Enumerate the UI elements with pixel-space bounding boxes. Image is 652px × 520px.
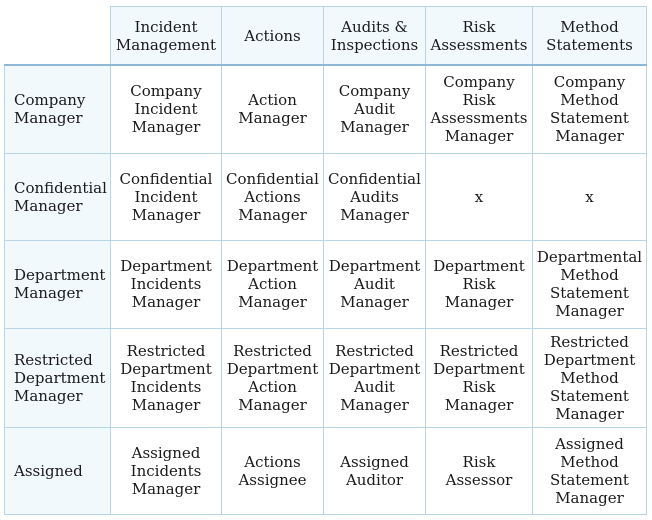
cell-text: Department Action Manager (226, 257, 319, 311)
table-cell (222, 328, 324, 427)
row-header-label: Restricted Department Manager (14, 350, 106, 405)
row-header (5, 328, 111, 427)
row-header (5, 427, 111, 514)
row-header (5, 65, 111, 153)
table-cell (111, 65, 222, 153)
table-cell (324, 328, 426, 427)
cell-text: Department Audit Manager (328, 257, 421, 311)
column-header-label: Actions (244, 26, 301, 45)
cell-text: Company Risk Assessments Manager (430, 73, 528, 146)
cell-text: x (474, 187, 484, 206)
table-row-department-manager (5, 240, 647, 328)
column-header-label: Method Statements (546, 17, 633, 54)
cell-text: Department Risk Manager (433, 257, 525, 311)
role-permissions-table (4, 6, 647, 515)
table-cell (426, 65, 533, 153)
column-header-label: Incident Management (115, 17, 217, 54)
table-cell (111, 427, 222, 514)
column-header-label: Audits & Inspections (330, 17, 419, 54)
cell-text: Restricted Department Action Manager (226, 341, 319, 414)
cell-text: Departmental Method Statement Manager (536, 248, 643, 320)
cell-text: Assigned Incidents Manager (130, 443, 202, 498)
column-header-risk-assessments (426, 7, 533, 66)
cell-text: Restricted Department Audit Manager (328, 341, 421, 414)
cell-text: Company Audit Manager (338, 82, 411, 137)
cell-text: Restricted Department Method Statement Manager (543, 332, 636, 423)
table-row-company-manager (5, 65, 647, 153)
row-header-label: Department Manager (14, 266, 106, 302)
table-cell (533, 65, 647, 153)
cell-text: Confidential Audits Manager (328, 169, 421, 224)
table-cell (533, 240, 647, 328)
cell-text: Confidential Incident Manager (119, 169, 213, 224)
table-cell (426, 153, 533, 240)
column-header-label: Risk Assessments (430, 17, 528, 54)
column-header-actions (222, 7, 324, 66)
table-cell (533, 153, 647, 240)
cell-text: x (585, 187, 594, 206)
row-header-label: Company Manager (14, 91, 86, 128)
table-cell (222, 65, 324, 153)
cell-text: Department Incidents Manager (120, 257, 212, 311)
row-header (5, 153, 111, 240)
row-header-label: Assigned (14, 461, 83, 480)
table-row-assigned (5, 427, 647, 514)
column-header-incident-management (111, 7, 222, 66)
cell-text: Restricted Department Risk Manager (433, 341, 525, 414)
cell-text: Company Incident Manager (130, 82, 202, 137)
cell-text: Restricted Department Incidents Manager (120, 341, 212, 414)
table-cell (533, 427, 647, 514)
row-header (5, 240, 111, 328)
column-header-audits-inspections (324, 7, 426, 66)
table-cell (426, 427, 533, 514)
table-cell (222, 427, 324, 514)
cell-text: Company Method Statement Manager (550, 73, 629, 146)
table-cell (111, 328, 222, 427)
table-cell (426, 240, 533, 328)
table-cell (533, 328, 647, 427)
cell-text: Assigned Method Statement Manager (550, 434, 629, 507)
table-cell (324, 240, 426, 328)
table-row-confidential-manager (5, 153, 647, 240)
table-cell (111, 240, 222, 328)
table-cell (222, 240, 324, 328)
row-header-label: Confidential Manager (14, 178, 107, 215)
cell-text: Actions Assignee (238, 452, 307, 489)
cell-text: Confidential Actions Manager (226, 169, 319, 224)
table-cell (324, 65, 426, 153)
table-cell (324, 153, 426, 240)
table-row-restricted-department-manager (5, 328, 647, 427)
table-cell (222, 153, 324, 240)
header-row (5, 7, 647, 66)
cell-text: Action Manager (238, 91, 307, 128)
table-cell (324, 427, 426, 514)
cell-text: Assigned Auditor (340, 452, 409, 489)
column-header-method-statements (533, 7, 647, 66)
table-cell (426, 328, 533, 427)
corner-cell (5, 7, 111, 66)
table-cell (111, 153, 222, 240)
cell-text: Risk Assessor (445, 452, 513, 489)
